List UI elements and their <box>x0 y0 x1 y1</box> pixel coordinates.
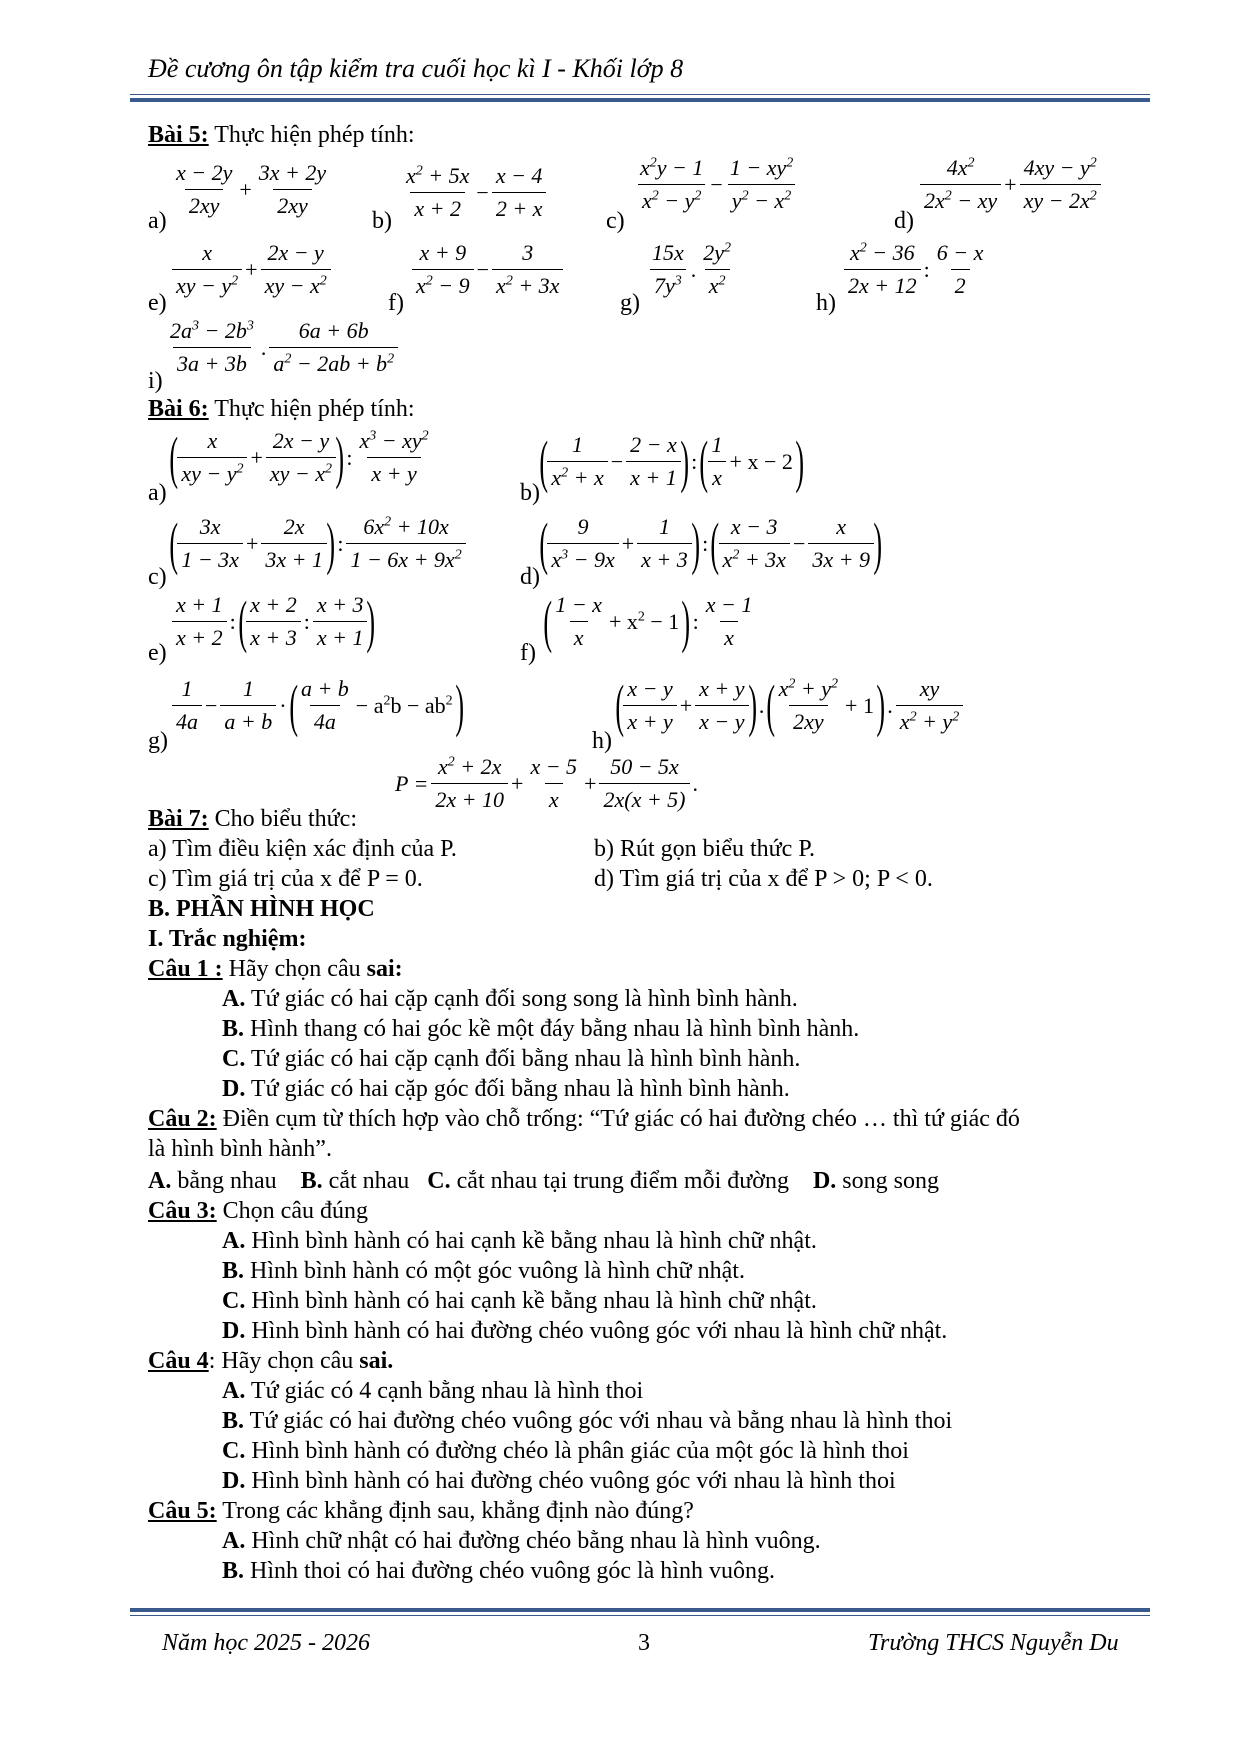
bai5-part-d: d) <box>894 208 914 234</box>
footer-school-year: Năm học 2025 - 2026 <box>162 1630 370 1656</box>
cau3-option-c: C. Hình bình hành có hai cạnh kề bằng nhau là hình chữ nhật. <box>222 1288 817 1314</box>
bai5-expr-i: $\frac{2a^3 - 2b^3}{3a + 3b}$ . $\frac{6a + 6b}{a^2 - 2ab + b^2}$ <box>166 318 398 377</box>
bai5-expr-g: $\frac{15x}{7y^3}$ . $\frac{2y^2}{x^2}$ <box>652 240 732 298</box>
bai5-expr-a: $\frac{x - 2y}{2xy}$ + $\frac{3x + 2y}{2xy}$ <box>176 160 327 218</box>
bai5-part-e: e) <box>148 290 167 316</box>
cau3-option-a: A. Hình bình hành có hai cạnh kề bằng nhau là hình chữ nhật. <box>222 1228 817 1254</box>
section-b-title: B. PHẦN HÌNH HỌC <box>148 896 375 922</box>
header-rule <box>130 94 1150 102</box>
section-i-title: I. Trắc nghiệm: <box>148 926 307 952</box>
cau2-option-b: B. cắt nhau <box>300 1168 410 1194</box>
bai5-label: Bài 5: <box>148 122 209 148</box>
bai6-text: Thực hiện phép tính: <box>208 396 415 422</box>
cau5-text: Trong các khẳng định sau, khẳng định nào đúng? <box>216 1498 694 1524</box>
bai6-label: Bài 6: <box>148 396 209 422</box>
cau3-option-d: D. Hình bình hành có hai đường chéo vuông góc với nhau là hình chữ nhật. <box>222 1318 948 1344</box>
bai5-heading <box>148 122 415 149</box>
cau2-label: Câu 2: <box>148 1106 217 1132</box>
cau5-label: Câu 5: <box>148 1498 217 1524</box>
cau3-option-b: B. Hình bình hành có một góc vuông là hình chữ nhật. <box>222 1258 745 1284</box>
bai7-heading <box>148 806 357 833</box>
cau2-text-line1: Điền cụm từ thích hợp vào chỗ trống: “Tứ giác có hai đường chéo … thì tứ giác đó <box>216 1106 1020 1132</box>
cau1-option-d: D. Tứ giác có hai cặp góc đối bằng nhau là hình bình hành. <box>222 1076 790 1102</box>
cau4-label: Câu 4 <box>148 1348 209 1374</box>
cau1-label: Câu 1 : <box>148 956 223 982</box>
bai5-part-b: b) <box>372 208 392 234</box>
cau3-text: Chọn câu đúng <box>216 1198 368 1224</box>
bai5-expr-f: $\frac{x + 9}{x^2 - 9}$ − $\frac{3}{x^2 + 3x}$ <box>412 240 563 299</box>
bai6-part-h: h) <box>592 728 612 754</box>
cau1-option-b: B. Hình thang có hai góc kề một đáy bằng nhau là hình bình hành. <box>222 1016 860 1042</box>
bai7-label: Bài 7: <box>148 806 209 832</box>
bai6-part-f: f) <box>520 640 536 666</box>
bai6-part-g: g) <box>148 728 168 754</box>
bai6-expr-e: $\frac{x + 1}{x + 2}$ :( $\frac{x + 2}{x + 3}$ : $\frac{x + 3}{x + 1}$ ) <box>172 592 375 651</box>
bai5-part-g: g) <box>620 290 640 316</box>
bai6-part-b: b) <box>520 480 540 506</box>
cau2-option-a: A. bằng nhau <box>148 1168 277 1194</box>
bai6-part-e: e) <box>148 640 167 666</box>
bai5-part-i: i) <box>148 368 163 394</box>
cau4-text: : Hãy chọn câu <box>208 1348 360 1374</box>
bai6-part-d: d) <box>520 564 540 590</box>
bai6-expr-b: ( $\frac{1}{x^2 + x}$ − $\frac{2 - x}{x + 1}$ ) :( $\frac{1}{x}$ + x − 2) <box>539 428 804 494</box>
bai5-expr-b: $\frac{x^2 + 5x}{x + 2}$ − $\frac{x - 4}{2 + x}$ <box>402 163 546 222</box>
cau1-text: Hãy chọn câu <box>222 956 367 982</box>
footer-rule <box>130 1608 1150 1619</box>
cau4-option-c: C. Hình bình hành có đường chéo là phân giác của một góc là hình thoi <box>222 1438 909 1464</box>
bai6-expr-a: ( $\frac{x}{xy - y^2}$ + $\frac{2x - y}{xy - x^2}$ ) : $\frac{x^3 - xy^2}{x + y}$ <box>169 424 429 490</box>
cau5-option-b: B. Hình thoi có hai đường chéo vuông góc là hình vuông. <box>222 1558 775 1584</box>
bai5-expr-e: $\frac{x}{xy - y^2}$ + $\frac{2x - y}{xy - x^2}$ <box>172 240 331 299</box>
cau4-option-b: B. Tứ giác có hai đường chéo vuông góc với nhau và bằng nhau là hình thoi <box>222 1408 953 1434</box>
bai6-expr-f: ( $\frac{1 - x}{x}$ + $x^2 - 1$) : $\frac{x - 1}{x}$ <box>543 588 753 654</box>
bai6-expr-g: $\frac{1}{4a}$ − $\frac{1}{a + b}$ ·( $\frac{a + b}{4a}$ − $a^2b - ab^2$) <box>172 676 463 735</box>
bai5-part-c: c) <box>606 208 625 234</box>
cau1-question <box>148 956 403 983</box>
bai7-item-a: a) Tìm điều kiện xác định của P. <box>148 836 457 862</box>
cau4-question <box>148 1348 393 1375</box>
cau1-option-a: A. Tứ giác có hai cặp cạnh đối song song là hình bình hành. <box>222 986 798 1012</box>
bai7-text: Cho biểu thức: <box>208 806 357 832</box>
cau2-options <box>148 1168 939 1195</box>
bai6-expr-c: ( $\frac{3x}{1 - 3x}$ + $\frac{2x}{3x + 1}$ ) : $\frac{6x^2 + 10x}{1 - 6x + 9x^2}$ <box>170 514 466 573</box>
cau3-label: Câu 3: <box>148 1198 217 1224</box>
bai6-heading <box>148 396 415 423</box>
bai6-expr-h: ( $\frac{x - y}{x + y}$ + $\frac{x + y}{x - y}$ ) .( $\frac{x^2 + y^2}{2xy}$ + 1) . $\frac{xy}{x^2 + y^2}$ <box>616 676 963 735</box>
bai5-text: Thực hiện phép tính: <box>208 122 415 148</box>
bai5-expr-h: $\frac{x^2 - 36}{2x + 12}$ : $\frac{6 - x}{2}$ <box>844 240 987 299</box>
cau1-emph: sai: <box>366 956 403 982</box>
cau3-question <box>148 1198 368 1225</box>
cau2-option-d: D. song song <box>812 1168 939 1194</box>
bai5-expr-d: $\frac{4x^2}{2x^2 - xy}$ + $\frac{4xy - y^2}{xy - 2x^2}$ <box>920 155 1101 214</box>
bai5-part-h: h) <box>816 290 836 316</box>
bai6-part-a: a) <box>148 480 167 506</box>
cau5-question <box>148 1498 694 1525</box>
page-header-title: Đề cương ôn tập kiểm tra cuối học kì I - Khối lớp 8 <box>148 54 684 83</box>
bai7-expr-p: P = $\frac{x^2 + 2x}{2x + 10}$ + $\frac{x - 5}{x}$ + $\frac{50 - 5x}{2x(x + 5)}$ . <box>395 754 699 812</box>
bai7-item-b: b) Rút gọn biểu thức P. <box>594 836 816 862</box>
cau4-option-a: A. Tứ giác có 4 cạnh bằng nhau là hình thoi <box>222 1378 644 1404</box>
cau1-option-c: C. Tứ giác có hai cặp cạnh đối bằng nhau là hình bình hành. <box>222 1046 801 1072</box>
bai7-item-c: c) Tìm giá trị của x để P = 0. <box>148 866 423 892</box>
bai7-item-d: d) Tìm giá trị của x để P > 0; P < 0. <box>594 866 933 892</box>
bai5-expr-c: $\frac{x^2y - 1}{x^2 - y^2}$ − $\frac{1 - xy^2}{y^2 - x^2}$ <box>640 155 794 213</box>
footer-school-name: Trường THCS Nguyễn Du <box>868 1630 1119 1656</box>
bai5-part-a: a) <box>148 208 167 234</box>
cau2-option-c: C. cắt nhau tại trung điểm mỗi đường <box>427 1168 789 1194</box>
cau2-question <box>148 1106 1020 1133</box>
footer-page-number: 3 <box>638 1630 650 1656</box>
cau4-emph: sai. <box>359 1348 394 1374</box>
bai5-part-f: f) <box>388 290 404 316</box>
bai6-part-c: c) <box>148 564 167 590</box>
cau4-option-d: D. Hình bình hành có hai đường chéo vuông góc với nhau là hình thoi <box>222 1468 896 1494</box>
cau5-option-a: A. Hình chữ nhật có hai đường chéo bằng nhau là hình vuông. <box>222 1528 821 1554</box>
bai6-expr-d: ( $\frac{9}{x^3 - 9x}$ + $\frac{1}{x + 3}$ ) :( $\frac{x - 3}{x^2 + 3x}$ − $\frac{x}{3x + 9}$ ) <box>539 510 882 576</box>
cau2-text-line2: là hình bình hành”. <box>148 1136 332 1162</box>
